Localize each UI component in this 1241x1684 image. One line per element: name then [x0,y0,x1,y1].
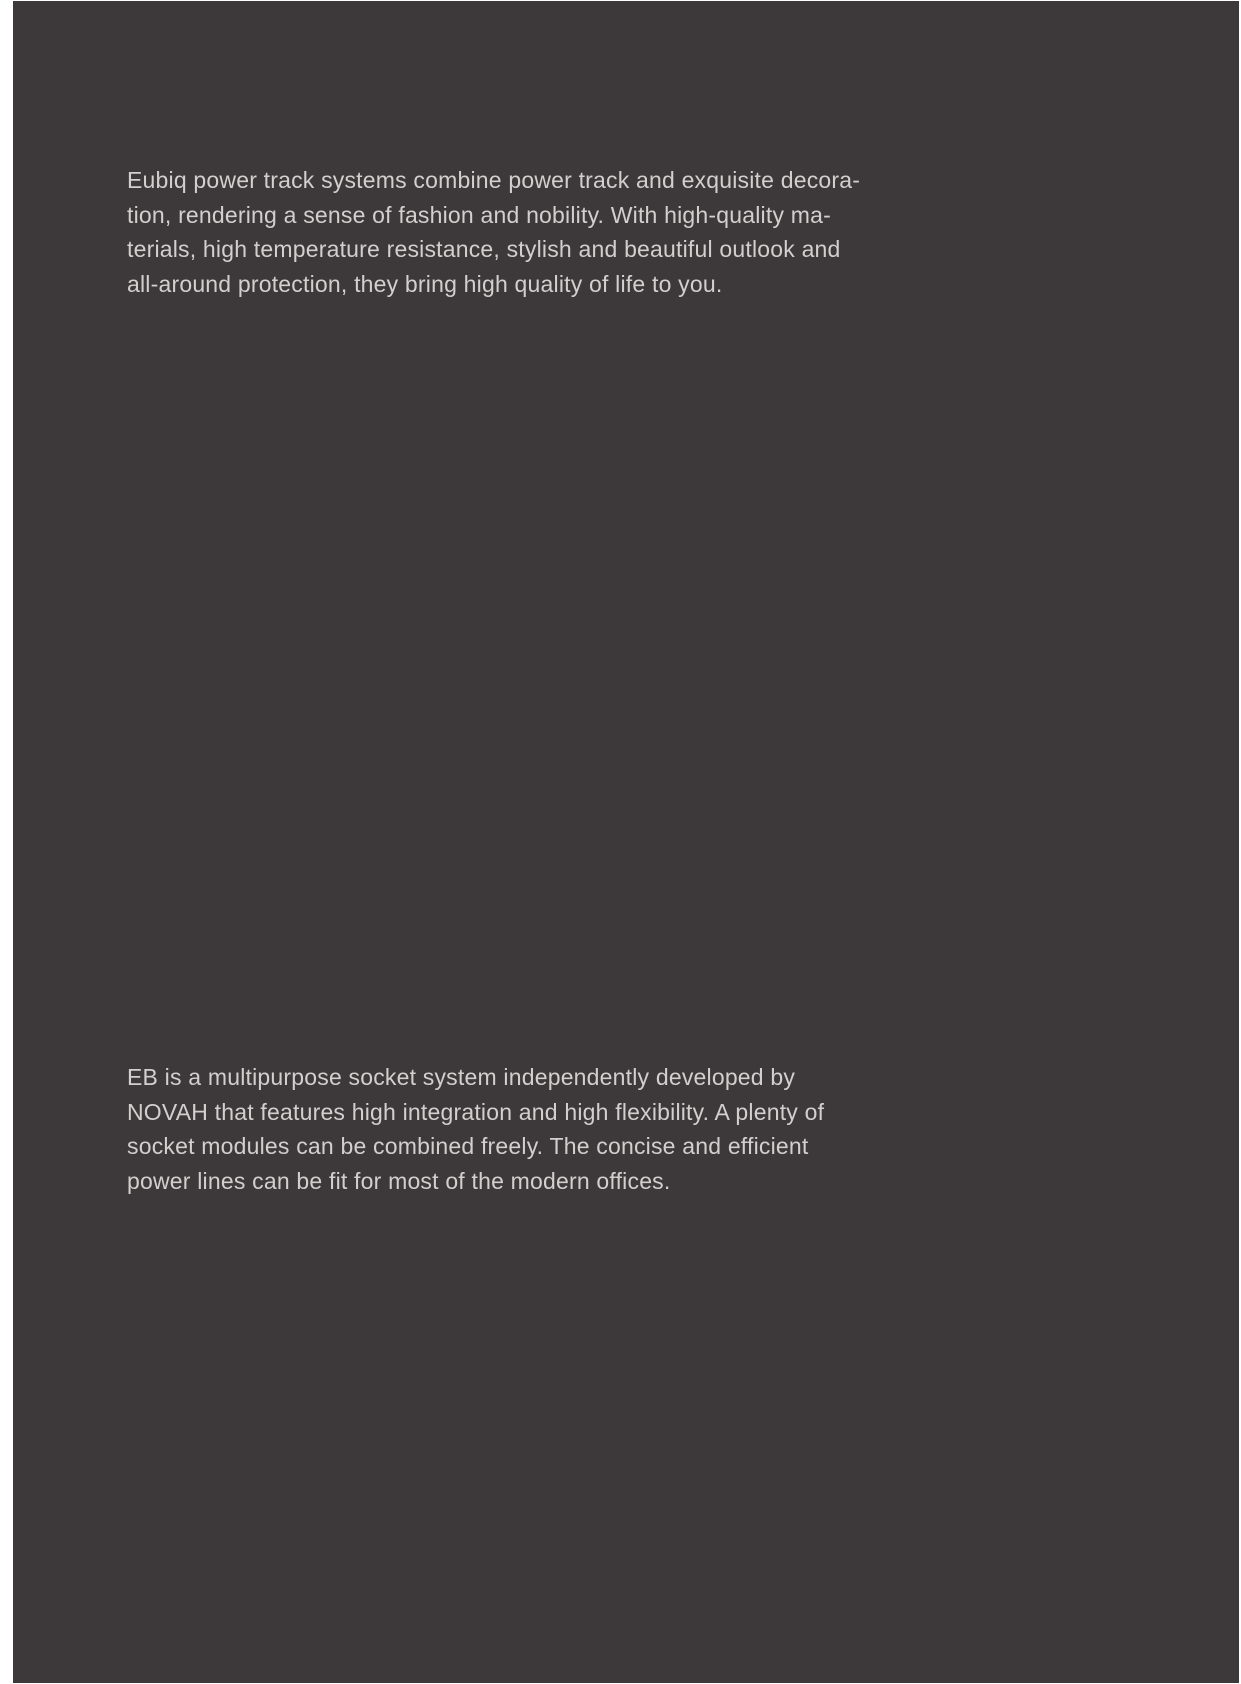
paragraph-line: socket modules can be combined freely. The concise and efficient [127,1133,809,1159]
paragraph-line: tion, rendering a sense of fashion and nobility. With high-quality ma- [127,201,831,228]
paragraph-line: EB is a multipurpose socket system independently developed by [127,1064,796,1090]
eb-description-paragraph [127,1060,977,1198]
paragraph-line: Eubiq power track systems combine power track and exquisite decora- [127,167,861,193]
paragraph-line: power lines can be fit for most of the modern offices. [127,1167,671,1194]
paragraph-line: NOVAH that features high integration and high flexibility. A plenty of [127,1098,825,1125]
brochure-page [13,1,1239,1683]
paragraph-line: terials, high temperature resistance, stylish and beautiful outlook and [127,236,841,262]
paragraph-line: all-around protection, they bring high quality of life to you. [127,270,723,297]
eubiq-description-paragraph [127,163,977,301]
